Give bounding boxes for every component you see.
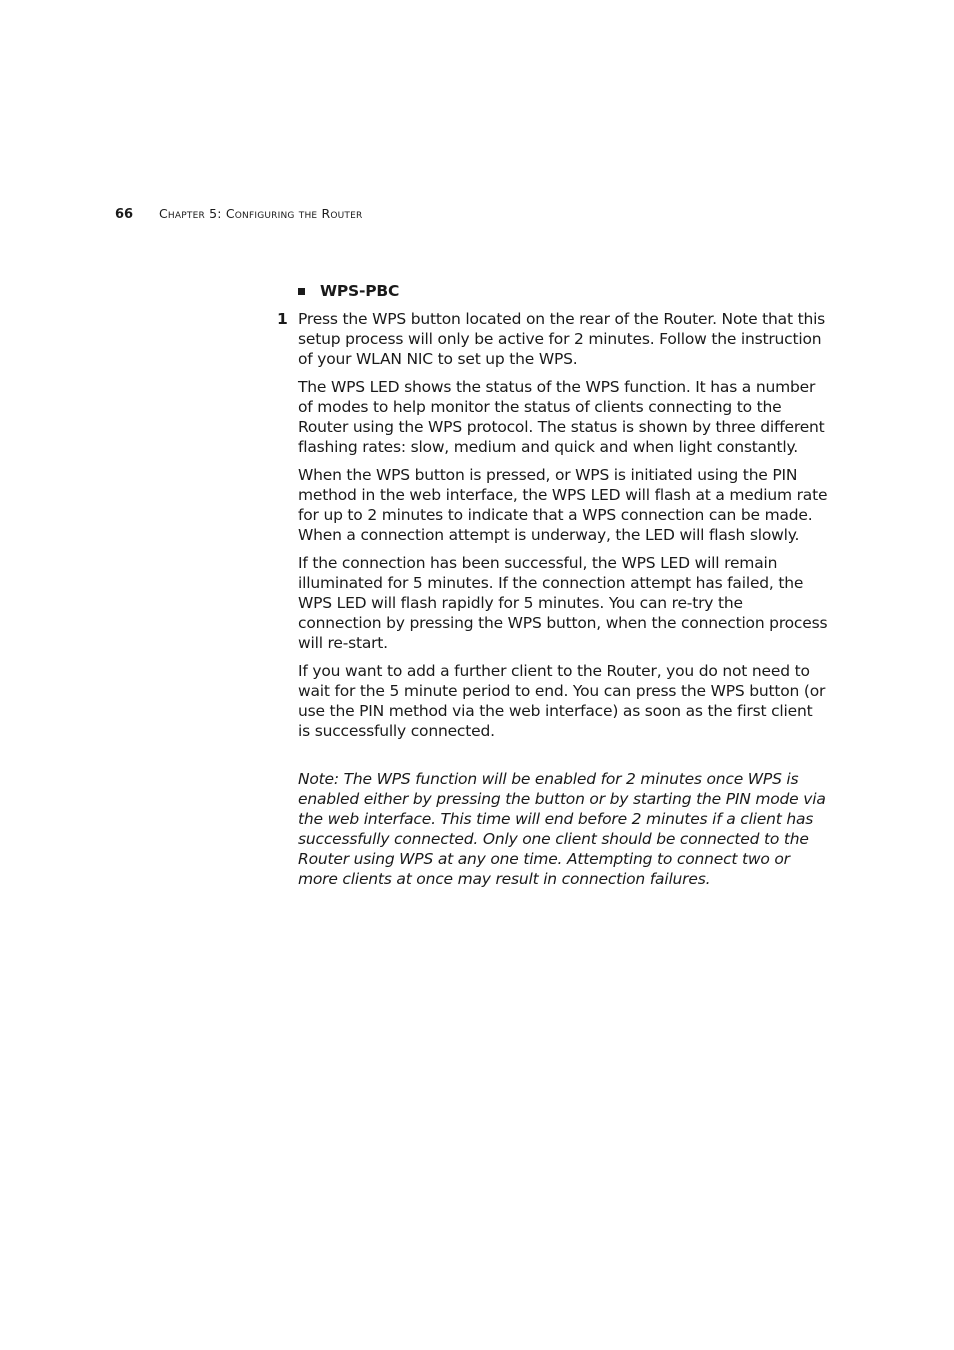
numbered-step [277, 309, 828, 369]
running-header [115, 204, 362, 225]
page-number: 66 [115, 207, 134, 222]
bullet-heading [298, 281, 828, 301]
page-content [277, 281, 828, 897]
paragraph-add-client: If you want to add a further client to the Router, you do not need to wait for the 5 minute period to end. You can press the WPS button (or use the PIN method via the web interface) as soon as the first client is successfully connected. [298, 662, 826, 740]
step-text: Press the WPS button located on the rear of the Router. Note that this setup process will only be active for 2 minutes. Follow the instruction of your WLAN NIC to set up the WPS. [298, 310, 826, 368]
step-number: 1 [277, 310, 288, 328]
square-bullet-icon [298, 288, 305, 295]
paragraph-connection-result: If the connection has been successful, the WPS LED will remain illuminated for 5 minutes. If the connection attempt has failed, the WPS LED will flash rapidly for 5 minutes. You can re-try the connection by pressing the WPS button, when the connection process will re-start. [298, 554, 828, 652]
bullet-heading-text: WPS-PBC [320, 282, 400, 300]
paragraph-wps-button-pressed: When the WPS button is pressed, or WPS is initiated using the PIN method in the web interface, the WPS LED will flash at a medium rate for up to 2 minutes to indicate that a WPS connection can be made. When a connection attempt is underway, the LED will flash slowly. [298, 466, 828, 544]
note-text: Note: The WPS function will be enabled for 2 minutes once WPS is enabled either by pressing the button or by starting the PIN mode via the web interface. This time will end before 2 minutes if a client has successfully connected. Only one client should be connected to the Router using WPS at any one time. Attempting to connect two or more clients at once may result in connection failures. [298, 770, 826, 888]
paragraph-wps-led-status: The WPS LED shows the status of the WPS function. It has a number of modes to help monitor the status of clients connecting to the Router using the WPS protocol. The status is shown by three different flashing rates: slow, medium and quick and when light constantly. [298, 378, 825, 456]
chapter-title: Chapter 5: Configuring the Router [159, 206, 363, 221]
